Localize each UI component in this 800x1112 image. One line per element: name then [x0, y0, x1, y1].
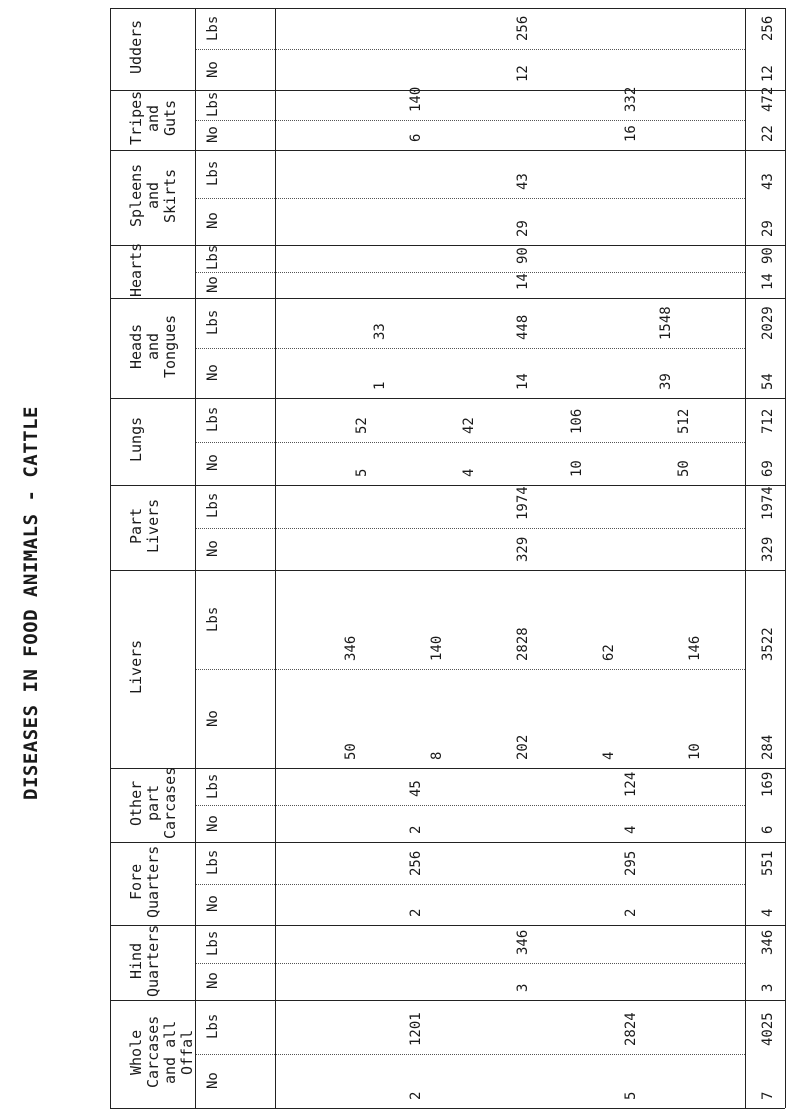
- cell-no: 4: [601, 751, 617, 760]
- cell-lbs: 295: [622, 850, 639, 876]
- cell-no: 2: [407, 825, 424, 834]
- sub-header-lbs: Lbs: [205, 406, 221, 432]
- sub-header-lbs: Lbs: [205, 309, 221, 335]
- cell-no: 6: [407, 133, 424, 142]
- column-band-divider: [110, 925, 785, 926]
- total-lbs: 90: [760, 246, 776, 264]
- cell-lbs: 42: [461, 416, 478, 434]
- column-header-tripes-and-guts: Tripes: [127, 90, 145, 145]
- cell-lbs: 140: [407, 86, 424, 112]
- total-lbs: 1974: [760, 485, 776, 520]
- total-lbs: 2029: [760, 306, 776, 340]
- cell-no: 2: [407, 908, 424, 917]
- sub-header-lbs: Lbs: [205, 773, 221, 799]
- cell-lbs: 256: [515, 15, 531, 41]
- cell-no: 4: [622, 825, 639, 834]
- cell-no: 2: [622, 908, 639, 917]
- total-no: 3: [760, 983, 776, 992]
- column-header-whole-carcases-and-all-offal: Whole: [127, 1029, 145, 1075]
- column-header-udders: Udders: [127, 19, 145, 74]
- column-band-divider: [110, 298, 785, 299]
- cell-no: 202: [515, 734, 531, 760]
- no-lbs-dotted-divider: [195, 884, 745, 885]
- total-lbs: 346: [760, 929, 776, 955]
- sub-header-no: No: [205, 454, 221, 472]
- sub-header-no: No: [205, 212, 221, 230]
- cell-no: 39: [658, 373, 675, 390]
- column-header-tripes-and-guts: and: [144, 104, 162, 132]
- cell-lbs: 52: [353, 416, 370, 434]
- cell-lbs: 2828: [515, 627, 531, 661]
- no-lbs-dotted-divider: [195, 348, 745, 349]
- total-no: 7: [760, 1091, 776, 1100]
- column-band-divider: [110, 8, 785, 9]
- cell-no: 8: [429, 751, 445, 760]
- cell-lbs: 1974: [515, 485, 531, 520]
- cell-lbs: 1201: [407, 1012, 424, 1046]
- cell-lbs: 448: [515, 314, 531, 340]
- cell-no: 5: [622, 1091, 639, 1100]
- cell-no: 12: [515, 65, 531, 82]
- no-lbs-dotted-divider: [195, 442, 745, 443]
- totals-column-border: [745, 8, 746, 1108]
- total-lbs: 712: [760, 408, 776, 434]
- cell-no: 1: [371, 381, 388, 390]
- column-header-livers: Livers: [127, 639, 145, 694]
- sub-header-lbs: Lbs: [205, 244, 221, 271]
- no-lbs-dotted-divider: [195, 963, 745, 964]
- column-header-other-part-carcases: Carcases: [161, 766, 179, 839]
- cell-no: 10: [687, 743, 703, 760]
- total-lbs: 169: [760, 771, 776, 797]
- sub-header-no: No: [205, 814, 221, 832]
- column-header-other-part-carcases: part: [144, 784, 162, 821]
- column-header-fore-quarters: Quarters: [144, 845, 162, 918]
- total-lbs: 43: [760, 172, 776, 190]
- cell-lbs: 1548: [658, 306, 675, 340]
- table-right-border: [785, 8, 786, 1108]
- cell-lbs: 140: [429, 635, 445, 661]
- sub-header-no: No: [205, 1072, 221, 1089]
- column-header-whole-carcases-and-all-offal: Offal: [178, 1029, 196, 1075]
- no-lbs-dotted-divider: [195, 1054, 745, 1055]
- cell-no: 10: [568, 460, 585, 477]
- no-lbs-dotted-divider: [195, 805, 745, 806]
- cell-lbs: 45: [407, 780, 424, 797]
- cell-no: 16: [622, 125, 639, 142]
- sub-header-no: No: [205, 539, 221, 557]
- column-header-whole-carcases-and-all-offal: and all: [161, 1020, 179, 1084]
- table-title: DISEASES IN FOOD ANIMALS - CATTLE: [19, 406, 42, 800]
- column-band-divider: [110, 1000, 785, 1001]
- total-lbs: 551: [760, 850, 776, 876]
- total-lbs: 256: [760, 15, 776, 41]
- total-no: 284: [760, 734, 776, 760]
- column-band-divider: [110, 398, 785, 399]
- total-no: 54: [760, 373, 776, 390]
- column-header-lungs: Lungs: [127, 416, 145, 462]
- cell-no: 3: [515, 983, 531, 992]
- cell-no: 329: [515, 536, 531, 562]
- total-no: 329: [760, 536, 776, 562]
- cell-lbs: 346: [343, 635, 359, 661]
- column-header-hind-quarters: Quarters: [144, 924, 162, 997]
- column-band-divider: [110, 570, 785, 571]
- column-header-fore-quarters: Fore: [127, 863, 145, 900]
- column-header-hearts: Hearts: [127, 242, 145, 297]
- sub-header-no: No: [205, 364, 221, 381]
- column-header-spleens-and-skirts: Spleens: [127, 163, 145, 227]
- cell-lbs: 90: [515, 246, 531, 264]
- sub-header-lbs: Lbs: [205, 930, 221, 956]
- column-band-divider: [110, 842, 785, 843]
- column-header-tripes-and-guts: Guts: [161, 99, 179, 136]
- no-lbs-dotted-divider: [195, 120, 745, 121]
- cell-lbs: 2824: [622, 1012, 639, 1046]
- cell-no: 50: [676, 460, 693, 477]
- total-lbs: 3522: [760, 627, 776, 661]
- cell-no: 14: [515, 373, 531, 390]
- sub-header-lbs: Lbs: [205, 160, 221, 186]
- cell-no: 50: [343, 743, 359, 760]
- total-lbs: 4025: [760, 1012, 776, 1046]
- column-header-heads-and-tongues: Tongues: [161, 314, 179, 378]
- total-no: 22: [760, 125, 776, 142]
- total-no: 4: [760, 908, 776, 917]
- header-column-border: [275, 8, 276, 1108]
- sub-header-no: No: [205, 275, 221, 293]
- cell-lbs: 512: [676, 408, 693, 434]
- column-band-divider: [110, 150, 785, 151]
- table-bottom-border: [110, 1108, 785, 1109]
- total-no: 12: [760, 65, 776, 82]
- cell-lbs: 332: [622, 86, 639, 112]
- sub-header-no: No: [205, 972, 221, 990]
- column-header-whole-carcases-and-all-offal: Carcases: [144, 1015, 162, 1088]
- cell-lbs: 146: [687, 635, 703, 661]
- column-header-hind-quarters: Hind: [127, 942, 145, 979]
- column-header-part-livers: Livers: [144, 498, 162, 553]
- column-header-part-livers: Part: [127, 507, 145, 544]
- sub-header-no: No: [205, 709, 221, 727]
- sub-header-lbs: Lbs: [205, 492, 221, 519]
- column-header-heads-and-tongues: and: [144, 332, 162, 360]
- column-band-divider: [110, 768, 785, 769]
- no-lbs-dotted-divider: [195, 528, 745, 529]
- sub-header-lbs: Lbs: [205, 91, 221, 117]
- cell-lbs: 256: [407, 850, 424, 876]
- cell-no: 4: [461, 468, 478, 477]
- total-no: 69: [760, 460, 776, 477]
- cell-lbs: 62: [601, 644, 617, 661]
- no-lbs-dotted-divider: [195, 49, 745, 50]
- subheader-divider: [195, 8, 196, 1108]
- column-header-spleens-and-skirts: Skirts: [161, 168, 179, 223]
- cell-no: 29: [515, 220, 531, 237]
- total-lbs: 472: [760, 86, 776, 112]
- column-band-divider: [110, 485, 785, 486]
- column-header-heads-and-tongues: Heads: [127, 323, 145, 369]
- table-left-border: [110, 8, 111, 1108]
- cell-lbs: 43: [515, 172, 531, 190]
- no-lbs-dotted-divider: [195, 272, 745, 273]
- sub-header-no: No: [205, 126, 221, 143]
- column-header-spleens-and-skirts: and: [144, 181, 162, 209]
- sub-header-no: No: [205, 895, 221, 913]
- cell-no: 14: [515, 273, 531, 290]
- cell-lbs: 124: [622, 771, 639, 797]
- no-lbs-dotted-divider: [195, 669, 745, 670]
- no-lbs-dotted-divider: [195, 198, 745, 199]
- total-no: 14: [760, 273, 776, 290]
- total-no: 6: [760, 825, 776, 834]
- sub-header-lbs: Lbs: [205, 849, 221, 875]
- cell-lbs: 106: [568, 408, 585, 434]
- column-header-other-part-carcases: Other: [127, 780, 145, 826]
- sub-header-lbs: Lbs: [205, 606, 221, 632]
- cell-lbs: 346: [515, 929, 531, 955]
- sub-header-no: No: [205, 60, 221, 78]
- cell-no: 5: [353, 468, 370, 477]
- sub-header-lbs: Lbs: [205, 15, 221, 41]
- cell-lbs: 33: [371, 323, 388, 340]
- cell-no: 2: [407, 1091, 424, 1100]
- total-no: 29: [760, 220, 776, 237]
- sub-header-lbs: Lbs: [205, 1013, 221, 1039]
